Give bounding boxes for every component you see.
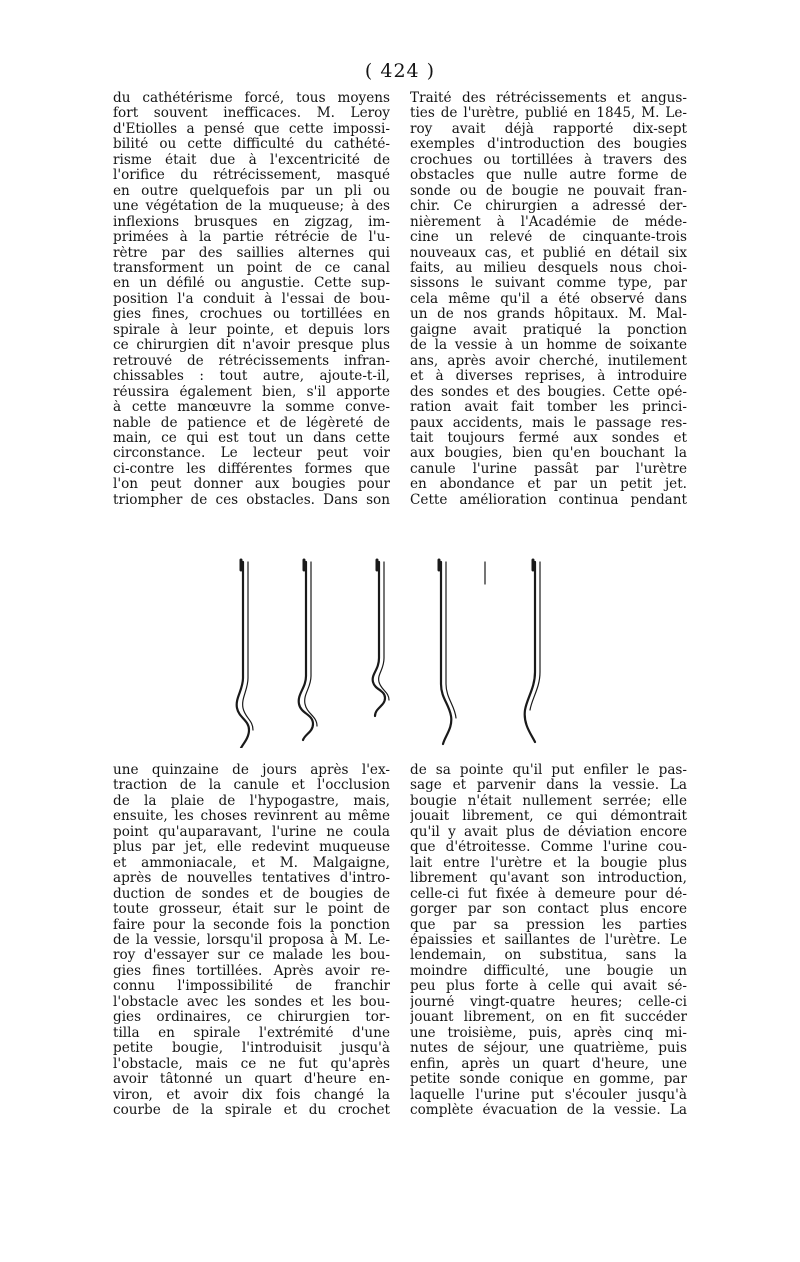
text-line: peu plus forte à celle qui avait sé- xyxy=(410,979,687,995)
text-line: chir. Ce chirurgien a adressé der- xyxy=(410,199,687,215)
text-line: de la vessie, lorsqu'il proposa à M. Le- xyxy=(113,932,390,948)
text-line: l'orifice du rétrécissement, masqué xyxy=(113,168,390,184)
text-line: viron, et avoir dix fois changé la xyxy=(113,1087,390,1103)
text-line: un de nos grands hôpitaux. M. Mal- xyxy=(410,307,687,323)
text-line: petite sonde conique en gomme, par xyxy=(410,1072,687,1088)
text-line: réussira également bien, s'il apporte xyxy=(113,384,390,400)
text-line: cela même qu'il a été observé dans xyxy=(410,291,687,307)
text-line: ce chirurgien dit n'avoir presque plus xyxy=(113,338,390,354)
text-line: main, ce qui est tout un dans cette xyxy=(113,430,390,446)
text-line: et ammoniacale, et M. Malgaigne, xyxy=(113,855,390,871)
text-line: position l'a conduit à l'essai de bou- xyxy=(113,291,390,307)
bougies-figure xyxy=(205,548,575,748)
text-line: inflexions brusques en zigzag, im- xyxy=(113,214,390,230)
text-line: gaigne avait pratiqué la ponction xyxy=(410,322,687,338)
text-line: une troisième, puis, après cinq mi- xyxy=(410,1025,687,1041)
text-line: nutes de séjour, une quatrième, puis xyxy=(410,1041,687,1057)
text-line: chissables : tout autre, ajoute-t-il, xyxy=(113,369,390,385)
text-line: et à diverses reprises, à introduire xyxy=(410,369,687,385)
text-line: complète évacuation de la vessie. La xyxy=(410,1102,687,1118)
text-line: cine un relevé de cinquante-trois xyxy=(410,230,687,246)
text-line: sage et parvenir dans la vessie. La xyxy=(410,778,687,794)
text-line: nouveaux cas, et publié en détail six xyxy=(410,245,687,261)
text-line: gorger par son contact plus encore xyxy=(410,902,687,918)
text-line: en un défilé ou angustie. Cette sup- xyxy=(113,276,390,292)
text-line: connu l'impossibilité de franchir xyxy=(113,979,390,995)
text-line: l'obstacle avec les sondes et les bou- xyxy=(113,994,390,1010)
text-line: fort souvent inefficaces. M. Leroy xyxy=(113,106,390,122)
bougie-4-icon xyxy=(439,560,456,744)
text-line: laquelle l'urine put s'écouler jusqu'à xyxy=(410,1087,687,1103)
text-line: triompher de ces obstacles. Dans son xyxy=(113,492,390,508)
text-line: duction de sondes et de bougies de xyxy=(113,886,390,902)
text-line: que par sa pression les parties xyxy=(410,917,687,933)
text-line: nièrement à l'Académie de méde- xyxy=(410,214,687,230)
text-line: moindre difficulté, une bougie un xyxy=(410,963,687,979)
text-line: faits, au milieu desquels nous choi- xyxy=(410,260,687,276)
text-line: l'obstacle, mais ce ne fut qu'après xyxy=(113,1056,390,1072)
text-line: l'on peut donner aux bougies pour xyxy=(113,477,390,493)
text-line: gies fines tortillées. Après avoir re- xyxy=(113,963,390,979)
text-line: lait entre l'urètre et la bougie plus xyxy=(410,855,687,871)
text-line: ans, après avoir cherché, inutilement xyxy=(410,353,687,369)
text-column-bottom-right xyxy=(410,763,687,1118)
bougie-3-icon xyxy=(373,560,389,716)
text-line: enfin, après un quart d'heure, une xyxy=(410,1056,687,1072)
text-line: exemples d'introduction des bougies xyxy=(410,137,687,153)
text-line: spirale à leur pointe, et depuis lors xyxy=(113,322,390,338)
text-column-top-right xyxy=(410,91,687,508)
text-column-top-left xyxy=(113,91,390,508)
text-line: journé vingt-quatre heures; celle-ci xyxy=(410,994,687,1010)
text-line: sissons le suivant comme type, par xyxy=(410,276,687,292)
text-line: ration avait fait tomber les princi- xyxy=(410,400,687,416)
text-line: toute grosseur, était sur le point de xyxy=(113,902,390,918)
text-line: traction de la canule et l'occlusion xyxy=(113,778,390,794)
text-line: circonstance. Le lecteur peut voir xyxy=(113,446,390,462)
text-line: gies ordinaires, ce chirurgien tor- xyxy=(113,1010,390,1026)
bougie-illustration-icon xyxy=(205,548,575,748)
text-line: que d'étroitesse. Comme l'urine cou- xyxy=(410,840,687,856)
text-line: point qu'auparavant, l'urine ne coula xyxy=(113,824,390,840)
text-line: petite bougie, l'introduisit jusqu'à xyxy=(113,1041,390,1057)
text-line: plus par jet, elle redevint muqueuse xyxy=(113,840,390,856)
text-line: roy d'essayer sur ce malade les bou- xyxy=(113,948,390,964)
text-line: de sa pointe qu'il put enfiler le pas- xyxy=(410,763,687,778)
text-line: roy avait déjà rapporté dix-sept xyxy=(410,121,687,137)
text-line: en outre quelquefois par un pli ou xyxy=(113,183,390,199)
text-line: primées à la partie rétrécie de l'u- xyxy=(113,230,390,246)
text-line: courbe de la spirale et du crochet xyxy=(113,1102,390,1118)
text-line: en abondance et par un petit jet. xyxy=(410,477,687,493)
text-line: rètre par des saillies alternes qui xyxy=(113,245,390,261)
text-line: avoir tâtonné un quart d'heure en- xyxy=(113,1072,390,1088)
text-line: à cette manœuvre la somme conve- xyxy=(113,400,390,416)
text-line: sonde ou de bougie ne pouvait fran- xyxy=(410,183,687,199)
text-line: après de nouvelles tentatives d'intro- xyxy=(113,871,390,887)
text-line: gies fines, crochues ou tortillées en xyxy=(113,307,390,323)
text-line: de la plaie de l'hypogastre, mais, xyxy=(113,793,390,809)
text-line: qu'il y avait plus de déviation encore xyxy=(410,824,687,840)
text-line: tilla en spirale l'extrémité d'une xyxy=(113,1025,390,1041)
text-line: crochues ou tortillées à travers des xyxy=(410,152,687,168)
text-line: une végétation de la muqueuse; à des xyxy=(113,199,390,215)
text-line: une quinzaine de jours après l'ex- xyxy=(113,763,390,778)
text-line: librement qu'avant son introduction, xyxy=(410,871,687,887)
text-line: lendemain, on substitua, sans la xyxy=(410,948,687,964)
text-line: ties de l'urètre, publié en 1845, M. Le- xyxy=(410,106,687,122)
text-line: bougie n'était nullement serrée; elle xyxy=(410,793,687,809)
bougie-2-icon xyxy=(299,560,317,740)
text-line: ensuite, les choses revinrent au même xyxy=(113,809,390,825)
text-line: du cathétérisme forcé, tous moyens xyxy=(113,91,390,106)
text-line: faire pour la seconde fois la ponction xyxy=(113,917,390,933)
text-line: des sondes et des bougies. Cette opé- xyxy=(410,384,687,400)
text-line: de la vessie à un homme de soixante xyxy=(410,338,687,354)
text-line: épaissies et saillantes de l'urètre. Le xyxy=(410,932,687,948)
text-line: transforment un point de ce canal xyxy=(113,260,390,276)
text-line: bilité ou cette difficulté du cathété- xyxy=(113,137,390,153)
text-line: retrouvé de rétrécissements infran- xyxy=(113,353,390,369)
text-line: risme était due à l'excentricité de xyxy=(113,152,390,168)
text-line: ci-contre les différentes formes que xyxy=(113,461,390,477)
text-line: nable de patience et de légèreté de xyxy=(113,415,390,431)
text-line: obstacles que nulle autre forme de xyxy=(410,168,687,184)
text-line: aux bougies, bien qu'en bouchant la xyxy=(410,446,687,462)
text-column-bottom-left xyxy=(113,763,390,1118)
bougie-5-icon xyxy=(525,560,540,742)
text-line: Traité des rétrécissements et angus- xyxy=(410,91,687,106)
page-number: ( 424 ) xyxy=(364,60,436,82)
text-line: d'Etiolles a pensé que cette impossi- xyxy=(113,121,390,137)
text-line: celle-ci fut fixée à demeure pour dé- xyxy=(410,886,687,902)
text-line: paux accidents, mais le passage res- xyxy=(410,415,687,431)
text-line: tait toujours fermé aux sondes et xyxy=(410,430,687,446)
text-line: jouait librement, ce qui démontrait xyxy=(410,809,687,825)
text-line: Cette amélioration continua pendant xyxy=(410,492,687,508)
bougie-1-icon xyxy=(237,560,253,748)
text-line: jouant librement, on en fit succéder xyxy=(410,1010,687,1026)
text-line: canule l'urine passât par l'urètre xyxy=(410,461,687,477)
